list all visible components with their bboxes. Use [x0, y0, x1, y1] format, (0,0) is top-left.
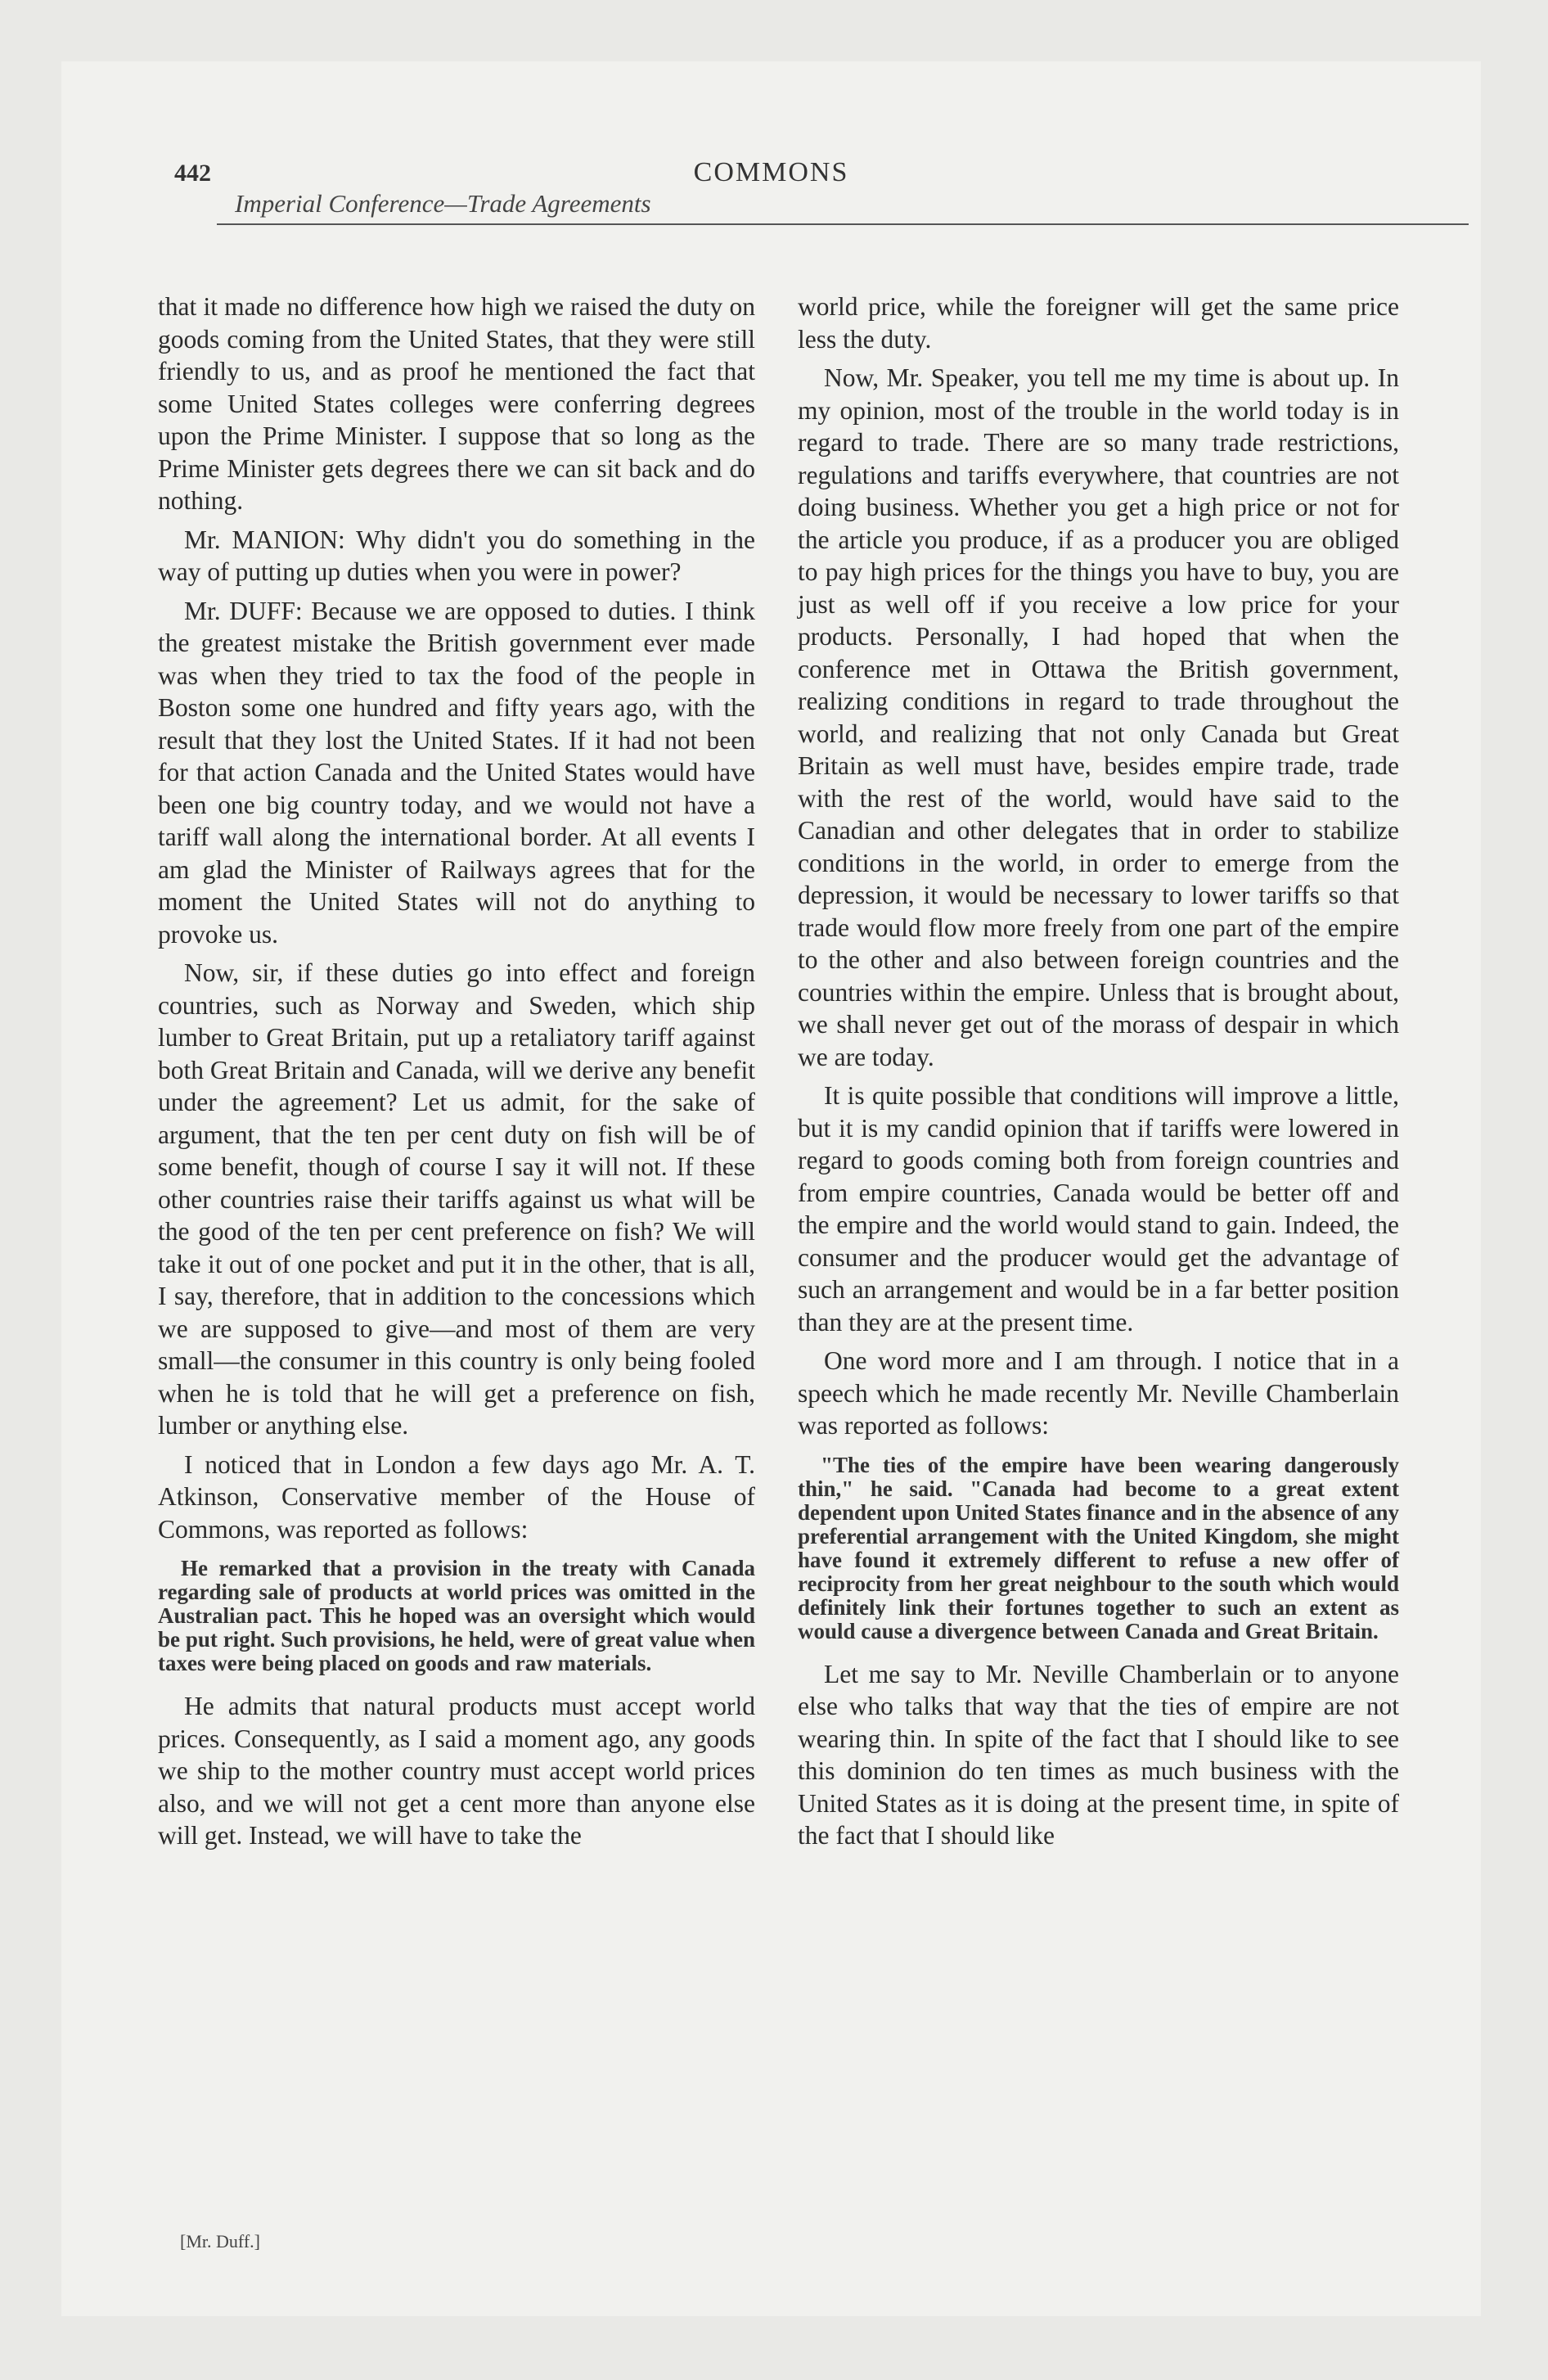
- paragraph: Now, sir, if these duties go into effect and foreign countries, such as Norway and Sweden, which ship lumber to Great Britain, put up a retaliatory tariff against both Great Britain and Canada, will we derive any benefit under the agreement? Let us admit, for the sake of argument, that the ten per cent duty on fish will be of some benefit, though of course I say it will not. If these other countries raise their tariffs against us what will be the good of the ten per cent preference on fish? We will take it out of one pocket and put it in the other, that is all, I say, therefore, that in addition to the concessions which we are supposed to give—and most of them are very small—the consumer in this country is only being fooled when he is told that he will get a preference on fish, lumber or anything else.: [158, 958, 755, 1440]
- paragraph: Mr. DUFF: Because we are opposed to duties. I think the greatest mistake the British government ever made was when they tried to tax the food of the people in Boston some one hundred and fifty years ago, with the result that they lost the United States. If it had not been for that action Canada and the United States would have been one big country today, and we would not have a tariff wall along the international border. At all events I am glad the Minister of Railways agrees that for the moment the United States will not do anything to provoke us.: [158, 596, 755, 949]
- subject-heading: Imperial Conference—Trade Agreements: [235, 189, 651, 218]
- header-rule: [217, 223, 1469, 225]
- page-number: 442: [174, 160, 211, 187]
- paragraph: world price, while the foreigner will get the same price less the duty.: [798, 292, 1399, 354]
- paragraph: Let me say to Mr. Neville Chamberlain or to anyone else who talks that way that the ties of empire are not wearing thin. In spite of the fact that I should like to see this dominion do ten times as much business with the United States as it is doing at the present time, in spite of the fact that I should like: [798, 1659, 1399, 1850]
- paragraph: I noticed that in London a few days ago Mr. A. T. Atkinson, Conservative member of the House of Commons, was reported as follows:: [158, 1449, 755, 1544]
- paragraph: It is quite possible that conditions will improve a little, but it is my candid opinion that if tariffs were lowered in regard to goods coming both from foreign countries and from empire countries, Canada would be better off and the empire and the world would stand to gain. Indeed, the consumer and the producer would get the advantage of such an arrangement and would be in a far better position than they are at the present time.: [798, 1081, 1399, 1336]
- paragraph: One word more and I am through. I notice that in a speech which he made recently Mr. Neville Chamberlain was reported as follows:: [798, 1346, 1399, 1440]
- paragraph: Now, Mr. Speaker, you tell me my time is about up. In my opinion, most of the trouble in the world today is in regard to trade. There are so many trade restrictions, regulations and tariffs everywhere, that countries are not doing business. Whether you get a high price or not for the article you produce, if as a producer you are obliged to pay high prices for the things you have to buy, you are just as well off if you receive a low price for your products. Personally, I had hoped that when the conference met in Ottawa the British government, realizing conditions in regard to trade throughout the world, and realizing that not only Canada but Great Britain as well must have, besides empire trade, trade with the rest of the world, would have said to the Canadian and other delegates that in order to stabilize conditions in the world, in order to emerge from the depression, it would be necessary to lower tariffs so that trade would flow more freely from one part of the empire to the other and also between foreign countries and the countries within the empire. Unless that is brought about, we shall never get out of the morass of despair in which we are today.: [798, 363, 1399, 1071]
- block-quote: "The ties of the empire have been wearing dangerously thin," he said. "Canada had become to a great extent dependent upon United States finance and in the absence of any preferential arrangement with the United Kingdom, she might have found it extremely different to refuse a new offer of reciprocity from her great neighbour to the south which would definitely link their fortunes together to such an extent as would cause a divergence between Canada and Great Britain.: [798, 1452, 1399, 1643]
- speaker-footer-note: [Mr. Duff.]: [180, 2231, 260, 2252]
- chamber-title: COMMONS: [693, 157, 849, 187]
- paragraph: that it made no difference how high we raised the duty on goods coming from the United States, that they were still friendly to us, and as proof he mentioned the fact that some United States colleges were conferring degrees upon the Prime Minister. I suppose that so long as the Prime Minister gets degrees there we can sit back and do nothing.: [158, 292, 755, 515]
- paragraph: Mr. MANION: Why didn't you do something in the way of putting up duties when you were in power?: [158, 525, 755, 586]
- document-page: [61, 61, 1481, 2316]
- block-quote: He remarked that a provision in the treaty with Canada regarding sale of products at world prices was omitted in the Australian pact. This he hoped was an oversight which would be put right. Such provisions, he held, were of great value when taxes were being placed on goods and raw materials.: [158, 1556, 755, 1675]
- left-column: [158, 291, 755, 1859]
- paragraph: He admits that natural products must accept world prices. Consequently, as I said a moment ago, any goods we ship to the mother country must accept world prices also, and we will not get a cent more than anyone else will get. Instead, we will have to take the: [158, 1692, 755, 1850]
- right-column: [798, 291, 1399, 1859]
